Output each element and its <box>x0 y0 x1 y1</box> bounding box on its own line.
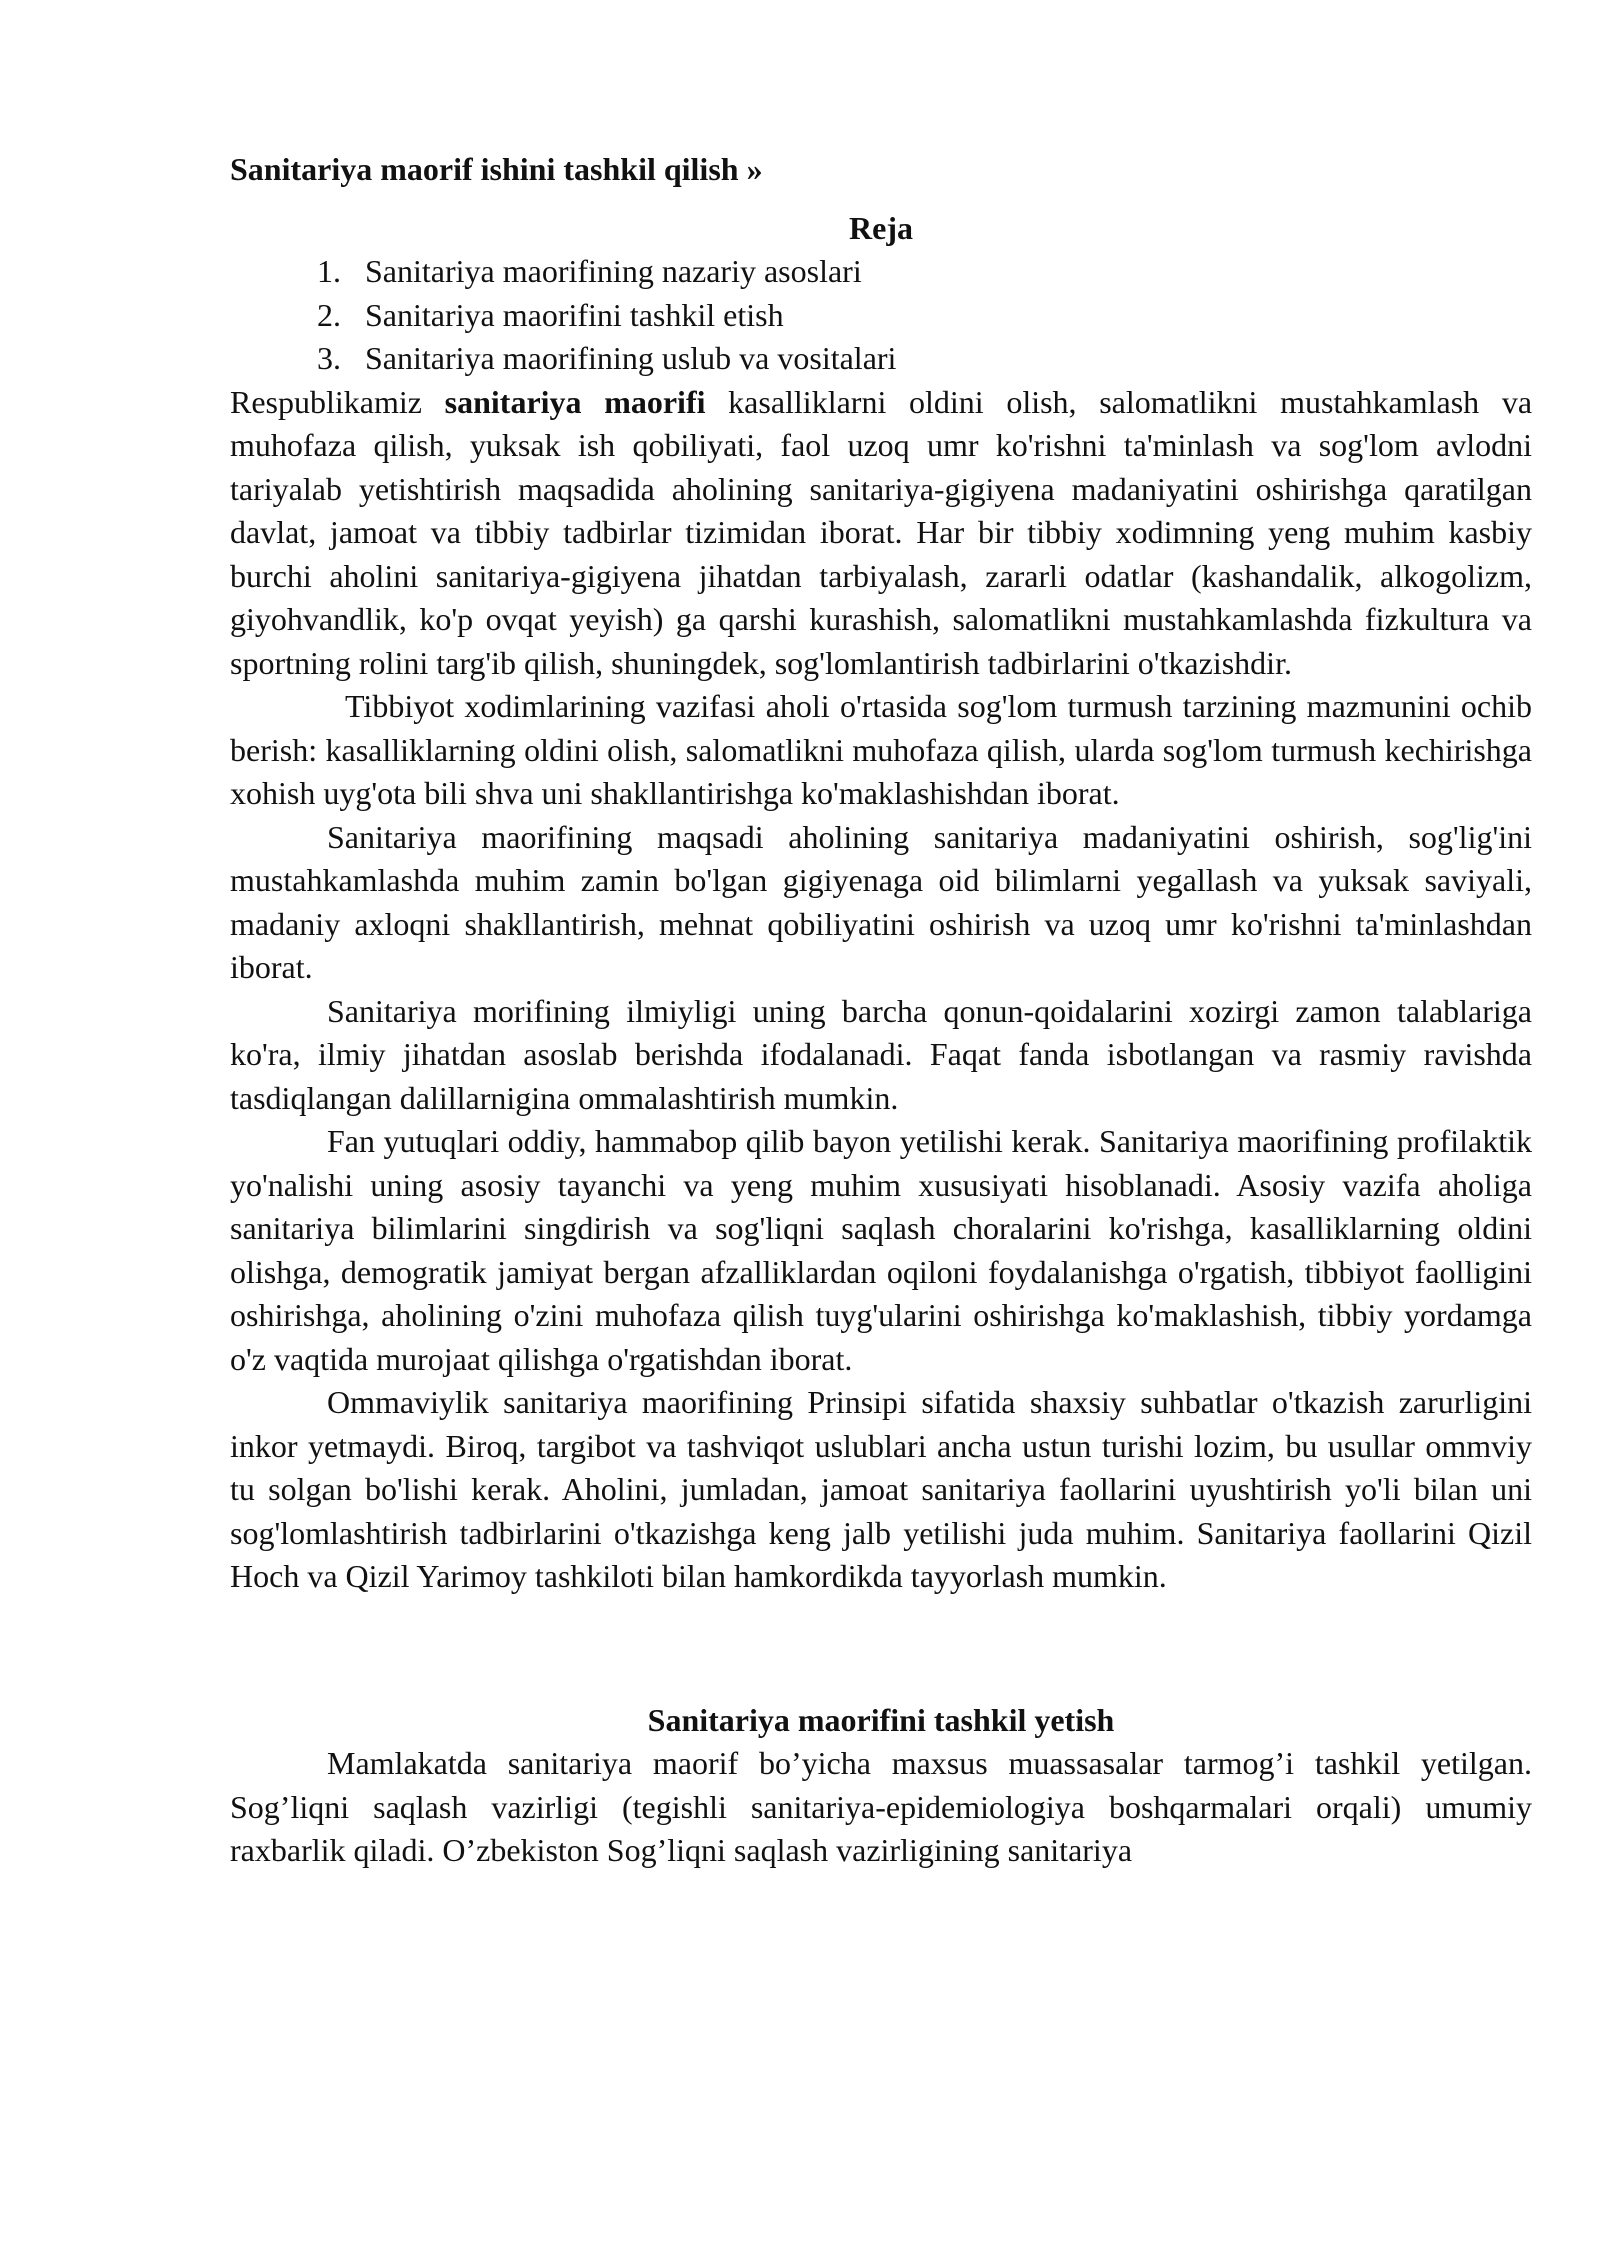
section-paragraph: Mamlakatda sanitariya maorif bo’yicha maxsus muassasalar tarmog’i tashkil yetilgan. Sog’liqni saqlash vazirligi (tegishli sanitariya-epidemiologiya boshqarmalari orqali) umumiy raxbarlik qiladi. O’zbekiston Sog’liqni saqlash vazirligining sanitariya <box>230 1745 1532 1868</box>
plan-item <box>317 294 1532 338</box>
body-paragraph: Fan yutuqlari oddiy, hammabop qilib bayon yetilishi kerak. Sanitariya maorifining profilaktik yo'nalishi uning asosiy tayanchi va yeng muhim xususiyati hisoblanadi. Asosiy vazifa aholiga sanitariya bilimlarini singdirish va sog'liqni saqlash choralarini ko'rishga, kasalliklarning oldini olishga, demogratik jamiyat bergan afzalliklardan oqiloni foydalanishga o'rgatish, tibbiyot faolligini oshirishga, aholining o'zini muhofaza qilish tuyg'ularini oshirishga ko'maklashish, tibbiy yordamga o'z vaqtida murojaat qilishga o'rgatishdan iborat. <box>230 1123 1532 1377</box>
intro-paragraph <box>230 381 1532 686</box>
document-page <box>230 148 1532 1873</box>
body-paragraph: Sanitariya maorifining maqsadi aholining sanitariya madaniyatini oshirish, sog'lig'ini mustahkamlashda muhim zamin bo'lgan gigiyenaga oid bilimlarni yegallash va yuksak saviyali, madaniy axloqni shakllantirish, mehnat qobiliyatini oshirish va uzoq umr ko'rishni ta'minlashdan iborat. <box>230 818 1532 985</box>
plan-item-number: 1. <box>317 253 341 289</box>
plan-list <box>230 250 1532 381</box>
plan-item-number: 3. <box>317 340 341 376</box>
plan-item-text: Sanitariya maorifining uslub va vositalari <box>365 340 897 376</box>
intro-bold-term: sanitariya maorifi <box>444 383 706 420</box>
body-paragraph: Sanitariya morifining ilmiyligi uning barcha qonun-qoidalarini xozirgi zamon talablariga ko'ra, ilmiy jihatdan asoslab berishda ifodalanadi. Faqat fanda isbotlangan va rasmiy ravishda tasdiqlangan dalillarnigina ommalashtirish mumkin. <box>230 992 1532 1116</box>
plan-item-text: Sanitariya maorifini tashkil etish <box>365 296 784 333</box>
plan-item-text: Sanitariya maorifining nazariy asoslari <box>365 253 862 289</box>
body-paragraph: Ommaviylik sanitariya maorifining Prinsipi sifatida shaxsiy suhbatlar o'tkazish zarurligini inkor yetmaydi. Biroq, targibot va tashviqot uslublari ancha ustun turishi lozim, bu usullar ommviy tu solgan bo'lishi kerak. Aholini, jumladan, jamoat sanitariya faollarini uyushtirish yo'li bilan uni sog'lomlashtirish tadbirlarini o'tkazishga keng jalb yetilishi juda muhim. Sanitariya faollarini Qizil Hoch va Qizil Yarimoy tashkiloti bilan hamkordikda tayyorlash mumkin. <box>230 1384 1532 1594</box>
plan-item <box>317 250 1532 294</box>
plan-item <box>317 337 1532 381</box>
intro-rest: kasalliklarni oldini olish, salomatlikni mustahkamlash va muhofaza qilish, yuksak ish qobiliyati, faol uzoq umr ko'rishni ta'minlash va sog'lom avlodni tariyalab yetishtirish maqsadida aholining sanitariya-gigiyena madaniyatini oshirishga qaratilgan davlat, jamoat va tibbiy tadbirlar tizimidan iborat. Har bir tibbiy xodimning yeng muhim kasbiy burchi aholini sanitariya-gigiyena jihatdan tarbiyalash, zararli odatlar (kashandalik, alkogolizm, giyohvandlik, ko'p ovqat yeyish) ga qarshi kurashish, salomatlikni mustahkamlashda fizkultura va sportning rolini targ'ib qilish, shuningdek, sog'lomlantirish tadbirlarini o'tkazishdir. <box>230 383 1533 681</box>
body-paragraph: Tibbiyot xodimlarining vazifasi aholi o'rtasida sog'lom turmush tarzining mazmunini ochib berish: kasalliklarning oldini olish, salomatlikni muhofaza qilish, ularda sog'lom turmush kechirishga xohish uyg'ota bili shva uni shakllantirishga ko'maklashishdan iborat. <box>230 688 1532 811</box>
intro-lead: Respublikamiz <box>230 383 445 420</box>
plan-heading: Reja <box>849 209 913 246</box>
section-heading: Sanitariya maorifini tashkil yetish <box>647 1701 1115 1738</box>
document-title: Sanitariya maorif ishini tashkil qilish » <box>230 151 763 187</box>
plan-item-number: 2. <box>317 296 341 333</box>
